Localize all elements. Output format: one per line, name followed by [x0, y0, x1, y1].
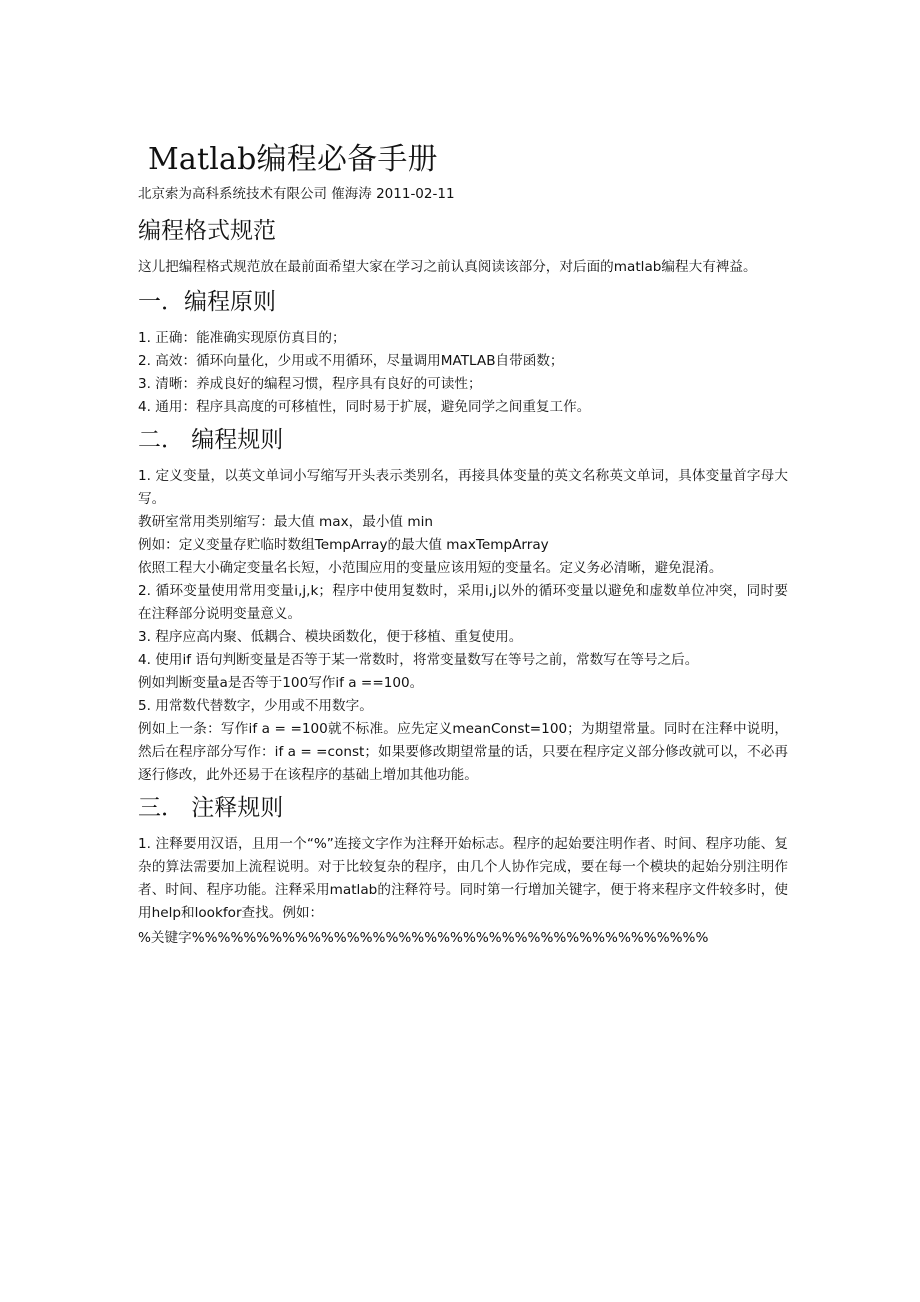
section-heading-principles: 一．编程原则 — [138, 289, 276, 315]
rule-item: 依照工程大小确定变量名长短，小范围应用的变量应该用短的变量名。定义务必清晰，避免混淆。 — [138, 560, 723, 576]
comment-rule-item: 1. 注释要用汉语，且用一个“%”连接文字作为注释开始标志。程序的起始要注明作者、时间、程序功能、复杂的算法需要加上流程说明。对于比较复杂的程序，由几个人协作完成，要在每一个模块的起始分别注明作者、时间、程序功能。注释采用matlab的注释符号。同时第一行增加关键字，便于将来程序文件较多时，使用help和lookfor查找。例如： — [138, 836, 788, 921]
document-content — [138, 140, 788, 949]
rule-item: 5. 用常数代替数字，少用或不用数字。 — [138, 698, 373, 714]
rule-item: 教研室常用类别缩写：最大值 max，最小值 min — [138, 514, 433, 530]
document-title: Matlab编程必备手册 — [148, 142, 438, 177]
principle-item: 4. 通用：程序具高度的可移植性，同时易于扩展，避免同学之间重复工作。 — [138, 399, 591, 415]
comment-keyword-line: %关键字%%%%%%%%%%%%%%%%%%%%%%%%%%%%%%%%%%%%%%%% — [138, 930, 709, 946]
rule-item: 1. 定义变量，以英文单词小写缩写开头表示类别名，再接具体变量的英文名称英文单词，具体变量首字母大写。 — [138, 468, 788, 507]
section-heading-rules: 二． 编程规则 — [138, 427, 284, 453]
author-line: 北京索为高科系统技术有限公司 傕海涛 2011-02-11 — [138, 186, 455, 202]
rule-item: 例如上一条：写作if a = =100就不标准。应先定义meanConst=100；为期望常量。同时在注释中说明，然后在程序部分写作：if a = =const；如果要修改期望常量的话，只要在程序定义部分修改就可以，不必再逐行修改，此外还易于在该程序的基础上增加其他功能。 — [138, 721, 788, 783]
intro-paragraph: 这儿把编程格式规范放在最前面希望大家在学习之前认真阅读该部分，对后面的matlab编程大有裨益。 — [138, 259, 757, 275]
rule-item: 2. 循环变量使用常用变量i,j,k；程序中使用复数时，采用i,j以外的循环变量以避免和虚数单位冲突，同时要在注释部分说明变量意义。 — [138, 583, 788, 622]
section-heading-comments: 三． 注释规则 — [138, 795, 284, 821]
section-heading-format: 编程格式规范 — [138, 218, 276, 244]
principle-item: 1. 正确：能准确实现原仿真目的； — [138, 330, 346, 346]
principle-item: 3. 清晰：养成良好的编程习惯，程序具有良好的可读性； — [138, 376, 482, 392]
rule-item: 4. 使用if 语句判断变量是否等于某一常数时，将常变量数写在等号之前，常数写在等号之后。 — [138, 652, 699, 668]
principle-item: 2. 高效：循环向量化，少用或不用循环，尽量调用MATLAB自带函数； — [138, 353, 564, 369]
rule-item: 例如：定义变量存贮临时数组TempArray的最大值 maxTempArray — [138, 537, 549, 553]
rule-item: 例如判断变量a是否等于100写作if a ==100。 — [138, 675, 424, 691]
rule-item: 3. 程序应高内聚、低耦合、模块函数化，便于移植、重复使用。 — [138, 629, 523, 645]
